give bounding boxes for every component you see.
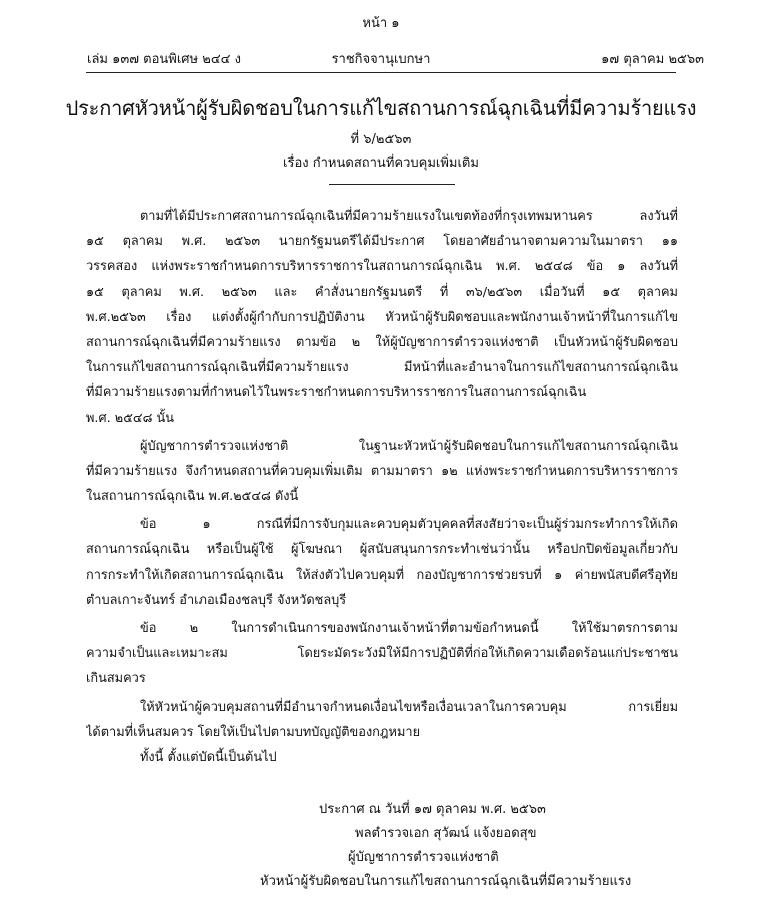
body-line: เกินสมควร [86,671,146,687]
document-body [86,204,678,770]
body-line: ที่มีความร้ายแรงตามที่กำหนดไว้ในพระราชกำหนดการบริหารราชการในสถานการณ์ฉุกเฉิน [86,385,587,401]
body-line: สถานการณ์ฉุกเฉิน หรือเป็นผู้ใช้ ผู้โฆษณา ผู้สนับสนุนการกระทำเช่นว่านั้น หรือปกปิดข้อมูลเกี่ยวกับ [86,542,678,558]
body-line: ในการแก้ไขสถานการณ์ฉุกเฉินที่มีความร้ายแรง มีหน้าที่และอำนาจในการแก้ไขสถานการณ์ฉุกเฉิน [86,360,678,376]
body-line: ข้อ ๑ กรณีที่มีการจับกุมและควบคุมตัวบุคคลที่สงสัยว่าจะเป็นผู้ร่วมกระทำการให้เกิด [140,517,678,533]
body-line: ที่มีความร้ายแรง จึงกำหนดสถานที่ควบคุมเพิ่มเติม ตามมาตรา ๑๒ แห่งพระราชกำหนดการบริหารราชการ [86,463,678,479]
announcement-number: ที่ ๖/๒๕๖๓ [350,132,412,147]
body-line: ผู้บัญชาการตำรวจแห่งชาติ ในฐานะหัวหน้าผู้รับผิดชอบในการแก้ไขสถานการณ์ฉุกเฉิน [140,438,678,454]
paragraph-clause-2 [86,616,678,692]
body-line: ๑๕ ตุลาคม พ.ศ. ๒๕๖๓ และ คำสั่งนายกรัฐมนตรี ที่ ๓๖/๒๕๖๓ เมื่อวันที่ ๑๕ ตุลาคม [86,284,678,300]
signatory-name: พลตำรวจเอก สุวัฒน์ แจ้งยอดสุข [355,826,537,841]
body-line: สถานการณ์ฉุกเฉินที่มีความร้ายแรง ตามข้อ ๒ ให้ผู้บัญชาการตำรวจแห่งชาติ เป็นหัวหน้าผู้รับผิดชอบ [86,334,678,350]
paragraph-authority [86,434,678,510]
paragraph-clause-1 [86,512,678,613]
volume-info: เล่ม ๑๓๗ ตอนพิเศษ ๒๔๔ ง [87,52,241,67]
signatory-role: หัวหน้าผู้รับผิดชอบในการแก้ไขสถานการณ์ฉุกเฉินที่มีความร้ายแรง [260,874,632,889]
announcement-subject: เรื่อง กำหนดสถานที่ควบคุมเพิ่มเติม [283,156,479,171]
body-line: ได้ตามที่เห็นสมควร โดยให้เป็นไปตามบทบัญญัติของกฎหมาย [86,724,421,740]
document-title: ประกาศหัวหน้าผู้รับผิดชอบในการแก้ไขสถานการณ์ฉุกเฉินที่มีความร้ายแรง [65,96,697,120]
body-line: ความจำเป็นและเหมาะสม โดยระมัดระวังมิให้มีการปฏิบัติที่ก่อให้เกิดความเดือดร้อนแก่ประชาชน [86,646,678,662]
title-divider [329,184,455,185]
gazette-name: ราชกิจจานุเบกษา [331,52,431,67]
body-line: ตามที่ได้มีประกาศสถานการณ์ฉุกเฉินที่มีความร้ายแรงในเขตท้องที่กรุงเทพมหานคร ลงวันที่ [140,209,678,224]
body-line: ๑๕ ตุลาคม พ.ศ. ๒๕๖๓ นายกรัฐมนตรีได้มีประกาศ โดยอาศัยอำนาจตามความในมาตรา ๑๑ [86,234,678,250]
body-line: ให้หัวหน้าผู้ควบคุมสถานที่มีอำนาจกำหนดเงื่อนไขหรือเงื่อนเวลาในการควบคุม การเยี่ยม [140,699,678,715]
body-line: ข้อ ๒ ในการดำเนินการของพนักงานเจ้าหน้าที่ตามข้อกำหนดนี้ ให้ใช้มาตรการตาม [140,621,678,636]
announcement-date: ประกาศ ณ วันที่ ๑๗ ตุลาคม พ.ศ. ๒๕๖๓ [319,802,546,817]
paragraph-effective [86,745,678,770]
body-line: ทั้งนี้ ตั้งแต่บัดนี้เป็นต้นไป [140,749,277,765]
gazette-date: ๑๗ ตุลาคม ๒๕๖๓ [601,52,704,67]
page-number: หน้า ๑ [362,16,400,31]
signatory-position: ผู้บัญชาการตำรวจแห่งชาติ [348,850,499,865]
paragraph-supervision [86,695,678,745]
body-line: พ.ศ.๒๕๖๓ เรื่อง แต่งตั้งผู้กำกับการปฏิบัติงาน หัวหน้าผู้รับผิดชอบและพนักงานเจ้าหน้าที่ในการแก้ไข [86,309,678,325]
header-divider [86,72,676,73]
body-line: ตำบลเกาะจันทร์ อำเภอเมืองชลบุรี จังหวัดชลบุรี [86,592,347,608]
body-line: การกระทำให้เกิดสถานการณ์ฉุกเฉิน ให้ส่งตัวไปควบคุมที่ กองบัญชาการช่วยรบที่ ๑ ค่ายพนัสบดีศรีอุทัย [86,567,678,583]
body-line: ในสถานการณ์ฉุกเฉิน พ.ศ.๒๕๔๘ ดังนี้ [86,489,299,505]
body-line: พ.ศ. ๒๕๔๘ นั้น [86,410,175,426]
paragraph-preamble [86,204,678,431]
body-line: วรรคสอง แห่งพระราชกำหนดการบริหารราชการในสถานการณ์ฉุกเฉิน พ.ศ. ๒๕๔๘ ข้อ ๑ ลงวันที่ [86,259,678,275]
